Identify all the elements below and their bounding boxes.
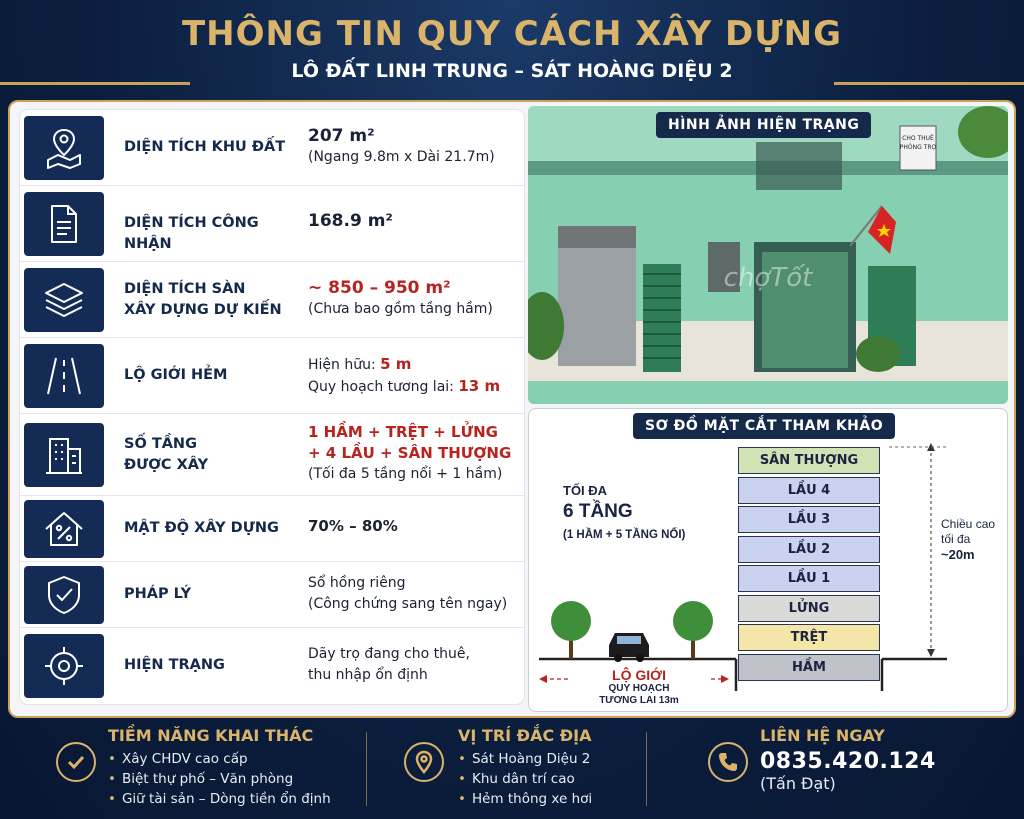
spec-row-floors [20, 414, 524, 496]
spec-table [20, 110, 524, 704]
cross-section-diagram [528, 408, 1008, 712]
page-title: THÔNG TIN QUY CÁCH XÂY DỰNG [181, 14, 843, 54]
alley-current [308, 354, 522, 376]
floor-area-value: ~ 850 – 950 m² [308, 278, 451, 298]
map-pin-icon [24, 116, 104, 180]
gold-divider-left [0, 82, 190, 85]
location-title: VỊ TRÍ ĐẮC ĐỊA [458, 726, 592, 745]
location-item: • Khu dân trí cao [458, 769, 592, 789]
spec-value [308, 422, 522, 485]
building-icon [24, 423, 104, 487]
land-area-value: 207 m² [308, 126, 375, 146]
floor-6: TRỆT [738, 624, 880, 651]
spec-row-recognized-area [20, 186, 524, 262]
spec-label: PHÁP LÝ [124, 586, 192, 602]
floors-line-2: + 4 LẦU + SÂN THƯỢNG [308, 444, 512, 462]
potential-item: • Giữ tài sản – Dòng tiền ổn định [108, 789, 331, 809]
spec-value [308, 516, 522, 537]
house-percent-icon [24, 500, 104, 558]
spec-label: DIỆN TÍCH CÔNG NHẬN [124, 215, 259, 252]
diagram-badge: SƠ ĐỒ MẶT CẮT THAM KHẢO [633, 413, 895, 439]
contact-title: LIÊN HỆ NGAY [760, 726, 885, 745]
spec-label [124, 434, 304, 476]
spec-label: MẬT ĐỘ XÂY DỰNG [124, 520, 279, 536]
spec-row-alley-boundary [20, 338, 524, 414]
footer [0, 720, 1024, 819]
spec-row-floor-area [20, 262, 524, 338]
location-pin-icon [404, 742, 444, 782]
max-floors: 6 TẦNG [563, 501, 633, 522]
contact-section [760, 726, 936, 816]
gold-divider-right [834, 82, 1024, 85]
floors-line-1: 1 HẦM + TRỆT + LỬNG [308, 423, 498, 441]
max-label: TỐI ĐA [563, 483, 608, 498]
sign-text-2: PHÒNG TRỌ [899, 144, 937, 151]
floor-5: LỬNG [738, 595, 880, 622]
photo-badge: HÌNH ẢNH HIỆN TRẠNG [656, 112, 871, 138]
land-area-dimensions: (Ngang 9.8m x Dài 21.7m) [308, 149, 495, 165]
legal-line-1: Sổ hồng riêng [308, 575, 406, 591]
footer-divider [366, 732, 367, 806]
check-circle-icon [56, 742, 96, 782]
spec-value [308, 644, 522, 686]
road-label-title: LỘ GIỚI [612, 667, 666, 683]
floor-7: HẦM [738, 654, 880, 681]
recognized-area-value: 168.9 m² [308, 211, 393, 231]
potential-item: • Xây CHDV cao cấp [108, 749, 331, 769]
floors-note: (Tối đa 5 tầng nổi + 1 hầm) [308, 466, 503, 482]
car-icon [609, 633, 649, 662]
alley-future [308, 376, 522, 398]
road-label-sub: TƯƠNG LAI 13m [599, 695, 679, 706]
layers-icon [24, 268, 104, 332]
spec-row-land-area [20, 110, 524, 186]
spec-label [124, 279, 304, 321]
alley-future-label: Quy hoạch tương lai: [308, 379, 459, 395]
alley-current-value: 5 m [380, 355, 412, 373]
header [0, 0, 1024, 100]
road-icon [24, 344, 104, 408]
floor-2: LẦU 3 [738, 506, 880, 533]
footer-divider [646, 732, 647, 806]
floor-3: LẦU 2 [738, 536, 880, 563]
spec-value [308, 354, 522, 398]
building-illustration [528, 106, 1008, 404]
potential-item: • Biệt thự phố – Văn phòng [108, 769, 331, 789]
spec-label-line: SỐ TẦNG [124, 436, 197, 452]
spec-row-status [20, 628, 524, 704]
floor-area-note: (Chưa bao gồm tầng hầm) [308, 301, 493, 317]
potential-section [108, 726, 331, 816]
height-label-line: tối đa [941, 532, 971, 546]
location-item: • Sát Hoàng Diệu 2 [458, 749, 592, 769]
spec-label-line: XÂY DỰNG DỰ KIẾN [124, 302, 282, 318]
target-icon [24, 634, 104, 698]
spec-label: LỘ GIỚI HẺM [124, 367, 228, 383]
spec-row-density [20, 496, 524, 562]
spec-label-line: DIỆN TÍCH SÀN [124, 281, 246, 297]
spec-label-line: ĐƯỢC XÂY [124, 457, 209, 473]
alley-current-label: Hiện hữu: [308, 357, 381, 373]
contact-phone[interactable]: 0835.420.124 [760, 749, 936, 774]
spec-label: HIỆN TRẠNG [124, 657, 225, 673]
road-label-sub: QUY HOẠCH [608, 683, 670, 694]
current-status-photo [528, 106, 1008, 404]
height-label [941, 517, 995, 562]
spec-value [308, 573, 522, 615]
density-value: 70% – 80% [308, 517, 398, 535]
document-icon [24, 192, 104, 256]
height-value: ~20m [941, 547, 975, 562]
alley-future-value: 13 m [458, 377, 501, 395]
spec-value [308, 211, 522, 232]
page-subtitle: LÔ ĐẤT LINH TRUNG – SÁT HOÀNG DIỆU 2 [291, 60, 733, 82]
floor-4: LẦU 1 [738, 565, 880, 592]
tree-icon [673, 601, 713, 659]
potential-title: TIỀM NĂNG KHAI THÁC [108, 726, 314, 745]
tree-icon [551, 601, 591, 659]
spec-label: DIỆN TÍCH KHU ĐẤT [124, 139, 286, 155]
height-label-line: Chiều cao [941, 517, 996, 531]
road-label [569, 667, 709, 707]
max-note: (1 HẦM + 5 TẦNG NỔI) [563, 529, 686, 541]
location-section [458, 726, 592, 816]
spec-row-legal [20, 562, 524, 628]
spec-value [308, 126, 522, 168]
phone-icon [708, 742, 748, 782]
contact-name: (Tấn Đạt) [760, 774, 836, 793]
location-item: • Hẻm thông xe hơi [458, 789, 592, 809]
status-line-1: Dãy trọ đang cho thuê, [308, 646, 470, 662]
floor-0: SÂN THƯỢNG [738, 447, 880, 474]
status-line-2: thu nhập ổn định [308, 667, 428, 683]
sign-text-1: CHO THUÊ [902, 135, 934, 142]
shield-check-icon [24, 566, 104, 624]
watermark: chợTốt [723, 263, 813, 293]
legal-line-2: (Công chứng sang tên ngay) [308, 596, 508, 612]
main-panel [8, 100, 1016, 718]
floor-1: LẦU 4 [738, 477, 880, 504]
spec-value [308, 278, 522, 320]
